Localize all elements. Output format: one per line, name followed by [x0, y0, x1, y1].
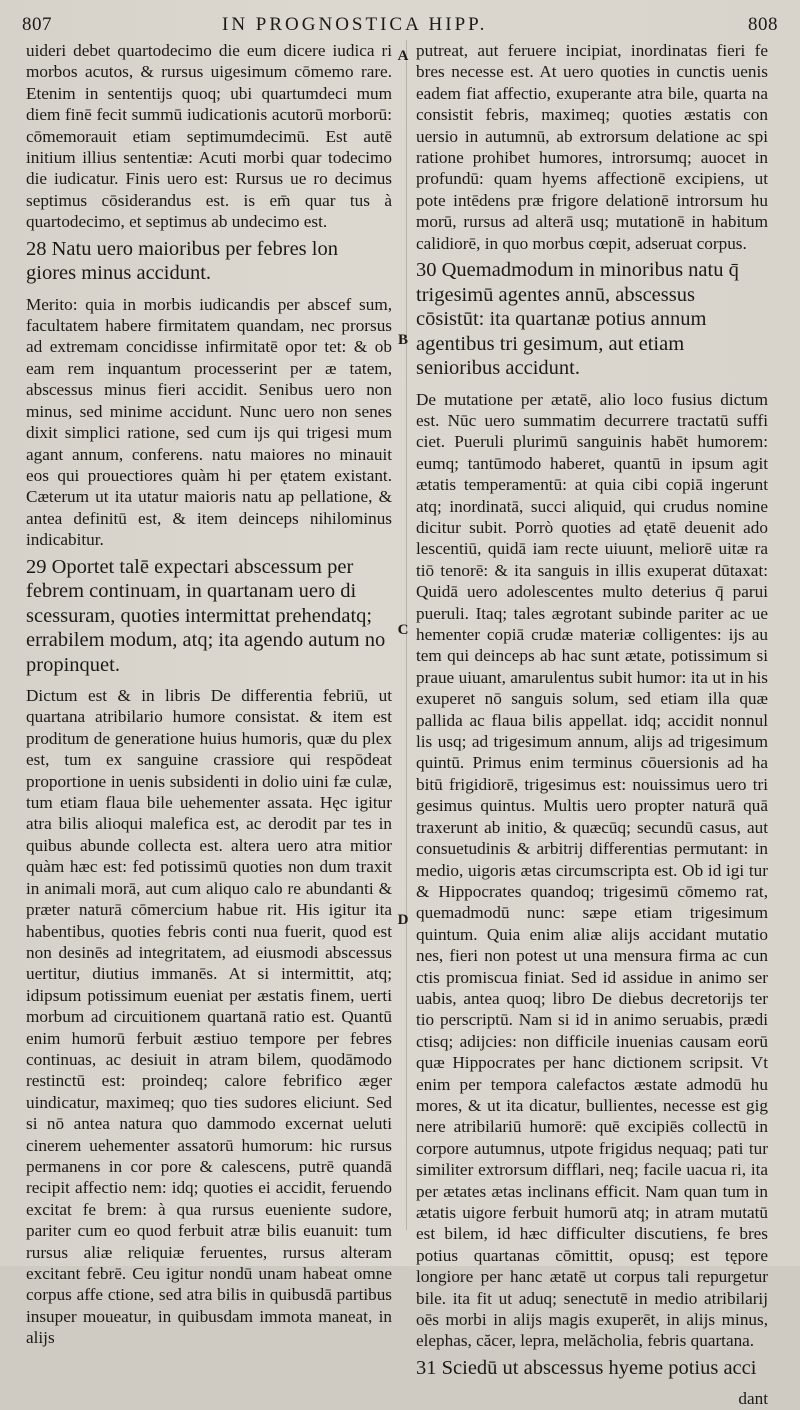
- commentary-paragraph: Dictum est & in libris De differentia febriū, ut quartana atribilario humore consistat. & item est proditum de generatione huius humoris, quæ du plex est, tum ex sanguine crassiore qui respōdeat proportione in uenis subsidenti in dolio uini fæ culæ, tum etiam flaua bile uehementer assata. Hęc igitur atra bilis alioqui malefica est, ac derodit par tes in quibus abunde collecta est. altera uero atra mitior quàm hæc est: fed potissimū quoties non dum traxit in animali morā, aut cum aliquo calo re abundanti & præter naturā cōmercium habue rit. His igitur ita habentibus, quoties febris conti nua fuerit, quod est non desinēs ad integritatem, ad eiusmodi abscessus uertitur, diutius immanēs. At si intermittit, atq; idipsum potissimum eueniat per æstatis finem, uerti morbum ad circuitionem quartanā ratio est. Quantū enim humorū ferbuit æstiuo tempore per febres continuas, ac desiuit in atram bilem, quodāmodo restinctū est: proindeq; calore febrifico æger uindicatur, maximeq; quo ties sudores eliciunt. Sed si nō antea natura quo dammodo excernat ueluti cinerem uehementer assatorū humorum: hic rursus permanens in cor pore & calescens, putrē quandā recipit affectio nem: idq; quoties ei accidit, feruendo excitat fe brem: à qua rursus eueniente sudore, pariter cum eo quod ferbuit atræ bilis euanuit: tum rursus aliæ reliquiæ feruentes, rursus alteram excitant febrē. Ceu igitur nondū unam habeat omne corpus affe ctione, sed atra bilis in quibusdā partibus insuper moueatur, in quibusdam immota maneat, in alijs: [26, 686, 392, 1348]
- catchword: dant: [738, 1389, 768, 1409]
- aphorism-31: 31 Sciedū ut abscessus hyeme potius acci: [416, 1356, 757, 1379]
- running-title: IN PROGNOSTICA HIPP.: [222, 14, 488, 35]
- aphorism-29: 29 Oportet talē expectari abscessum per febrem continuam, in quartanam uero di scessuram, quoties intermittat prehendatq; errabilem modum, atq; ita agendo autum no propinquet.: [26, 555, 386, 676]
- aphorism-28: 28 Natu uero maioribus per febres lon giores minus accidunt.: [26, 237, 338, 285]
- margin-letter-b: B: [397, 332, 408, 348]
- margin-letter-d: D: [397, 912, 409, 928]
- commentary-paragraph: uideri debet quartodecimo die eum dicere iudica ri morbos acutos, & rursus uigesimum cōmemo rare. Etenim in sententijs quoq; ubi quartumdeci mum diem finē fecit summū iudicationis acutorū morborū: cōmemorauit etiam septimumdecimū. Est autē initium illius sententiæ: Acuti morbi quar todecimo die iudicatur. Finis uero est: Rursus ue ro decimus septimus cōsiderandus est. is em̄ quar tus à quartodecimo, et septimus ab undecimo est.: [26, 41, 392, 232]
- right-column: [416, 40, 768, 1409]
- commentary-paragraph: putreat, aut feruere incipiat, inordinatas fieri fe bres necesse est. At uero quoties in cunctis uenis eadem fiat affectio, exuperante atra bile, quarta na consistit febris, maximeq; quoties æstatis con uersio in autumnū, ab extrorsum delatione ac spi ratione prohibet humores, introrsumq; auocet in profundū: quam hyems affectionē excipiens, ut pote intēdens præ frigore delationē introrsum hu morū, rursus ad alterā usq; mutationē in habitum calidiorē, in quo morbus cœpit, adseruat corpus.: [416, 41, 768, 253]
- running-header: [22, 8, 778, 38]
- aphorism-30: 30 Quemadmodum in minoribus natu q̄ trigesimū agentes annū, abscessus cōsistūt: ita quartanæ potius annum agentibus tri gesimum, aut etiam senioribus accidunt.: [416, 259, 739, 380]
- commentary-paragraph: Merito: quia in morbis iudicandis per abscef sum, facultatem habere firmitatem quandam, nec prorsus ad extremam concidisse infirmitatē opor tet: & ob eam rem inquantum processerint per æ tatem, abscessus minus fieri accidit. Senibus uero non minus, sed minime accidunt. Nunc uero non senes dixit simplici ratione, sed cum ijs qui trigesi mum agant annum, conferens. natu maiores no minauit eos qui prouectiores quàm hi per ętatem existant. Cæterum ut ita utatur maioris natu ap pellatione, & antea definitū est, & item deinceps nihilominus indicabitur.: [26, 294, 392, 550]
- commentary-paragraph: De mutatione per ætatē, alio loco fusius dictum est. Nūc uero summatim decurrere tractatū suffi ciet. Pueruli plurimū sanguinis habēt humorem: eumq; tantūmodo haberet, quantū in ipsum agit ætatis temperamentū: at quia cibi copiā ingerunt atq; inordinatā, succi aliquid, qui crudus nomine dicitur subit. Porrò quoties ad ętatē deuenit ado lescentiū, quidā iam recte uiuunt, meliorē uitæ ra tiō tenorē: & ita sanguis in illis exuperat dūtaxat: Quidā uero adolescentes multo deterius q̄ parui pueruli. Itaq; tales ægrotant subinde pariter ac ue hementer copiā crudæ materiæ colligentes: ijs au tem qui deinceps ab hac sunt ætate, potissimum si praue uiuant, amarulentus subit humor: ita ut in his exuperet nō sanguis solum, sed etiam illa quæ pallida ac flaua bilis appellat. idq; accidit nonnul lis usq; ad trigesimum annum, alijs ad trigesimum quintū. Primus enim terminus cōuersionis ad ha bitū frigidiorē, trigesimus est: nouissimus uero tri gesimus quintus. Multis uero propter naturā quā traxerunt ab initio, & quæcūq; secundū casus, aut consuetudinis & arbitrij differentias permutant: in medio, uigoris ætas circumscripta est. Ob id igi tur & Hippocrates quandoq; trigesimū cōmemo rat, quemadmodū nunc: sæpe etiam trigesimum quintum. Quia enim aliæ alijs accidant mutatio nes, fieri non potest ut una mensura firma ac cun ctis promiscua finiat. Sed id assidue in animo ser uabis, antea quoq; libro De diebus decretorijs ter tio perscriptū. Nam si id in animo seruabis, prædi ctisq; adijcies: non difficile inuenias causam eorū quæ Hippocrates per hanc dictionem scripsit. Vt enim per tempora calefactos æstate admodū hu mores, & ut ita dicatur, bullientes, necesse est gig nere atribilariū humorē: quē excipiēs collectū in corpore autumnus, utpote frigidus nequaq; pati tur similiter extrorsum difflari, neq; facile uacua ri, ita per ætates ætas inclinans efficit. Nam quan tum in ætatis uigore ferbuit humorū atq; in atram mutatū est bilem, id hæc difficulter discutiens, fe bres potius quartanas cōmittit, opusq; est tępore longiore per hanc ætatē ut corpus tali repurgetur bile. ita fit ut aduq; senectutē in medio atribilarij oēs morbi in alijs magis exuperēt, in alijs minus, elephas, căcer, lepra, melăcholia, febris quartana.: [416, 389, 768, 1351]
- margin-letter-c: C: [397, 622, 409, 638]
- margin-letter-a: A: [397, 48, 409, 64]
- page-number-right: 808: [748, 14, 778, 35]
- page-number-left: 807: [22, 14, 52, 35]
- left-column: [26, 40, 392, 1348]
